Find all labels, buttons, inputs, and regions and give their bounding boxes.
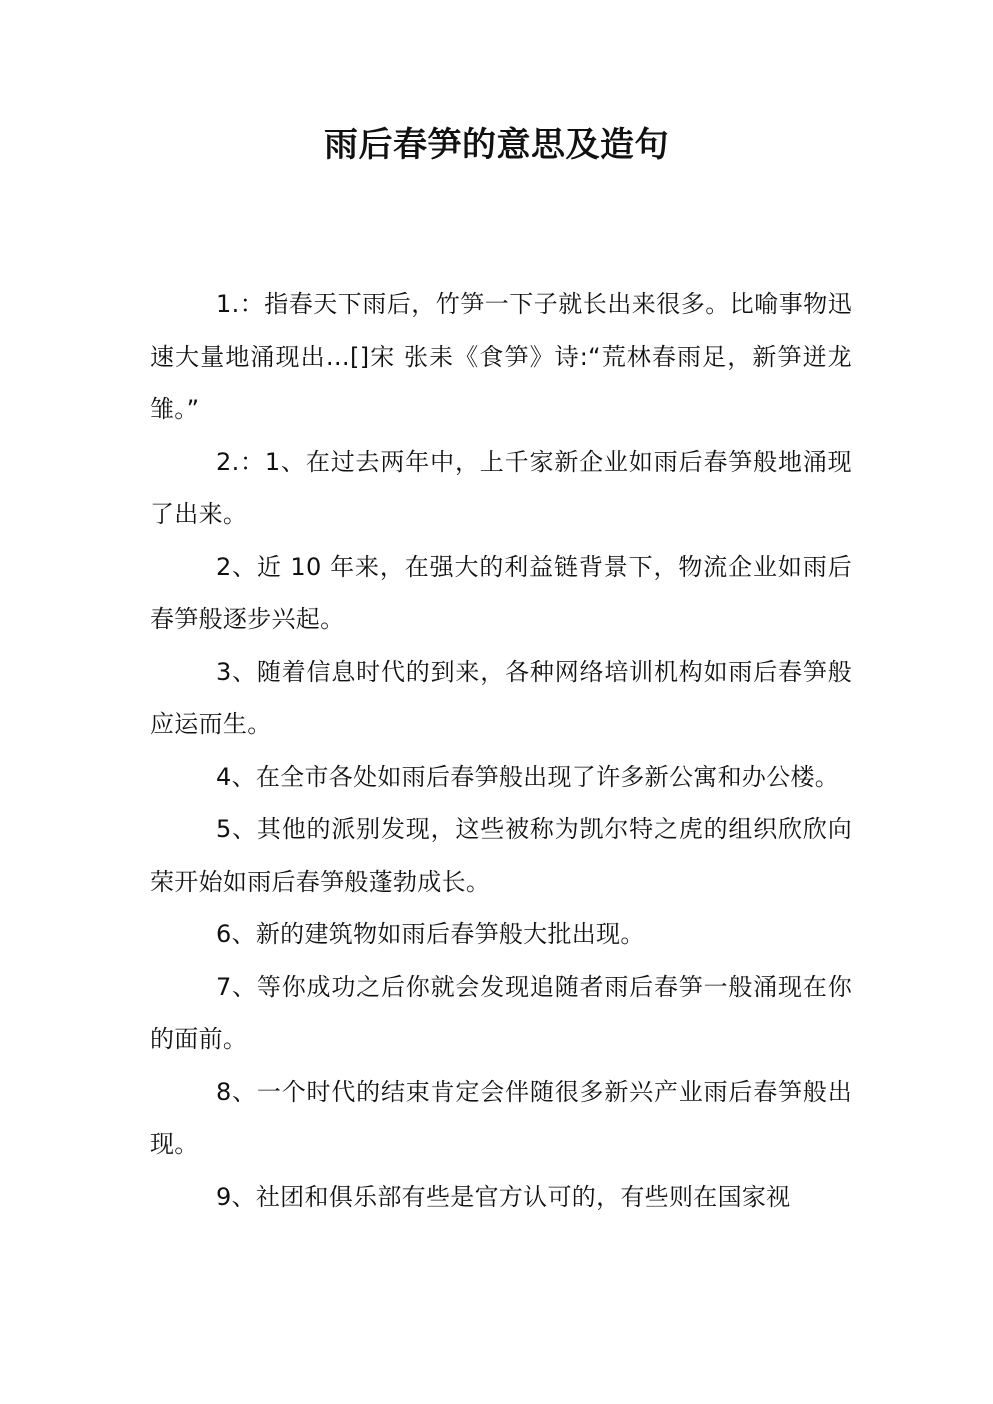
paragraph-example-9: 9、社团和俱乐部有些是官方认可的，有些则在国家视 [216,1182,791,1211]
paragraph-example-1: 2.：1、在过去两年中，上千家新企业如雨后春笋般地涌现了出来。 [150,447,852,528]
paragraph-example-6: 6、新的建筑物如雨后春笋般大批出现。 [216,920,645,948]
paragraph-example-4: 4、在全市各处如雨后春笋般出现了许多新公寓和办公楼。 [216,762,840,791]
document-body [150,278,852,1223]
paragraph-definition: 1.：指春天下雨后，竹笋一下子就长出来很多。比喻事物迅速大量地涌现出…[]宋 张耒《食笋》诗:“荒林春雨足，新笋迸龙雏。” [150,290,852,423]
paragraph-example-3: 3、随着信息时代的到来，各种网络培训机构如雨后春笋般应运而生。 [150,657,852,738]
page-title: 雨后春笋的意思及造句 [324,125,669,165]
paragraph-example-8: 8、一个时代的结束肯定会伴随很多新兴产业雨后春笋般出现。 [150,1077,852,1158]
paragraph-example-7: 7、等你成功之后你就会发现追随者雨后春笋一般涌现在你的面前。 [150,972,852,1053]
paragraph-example-2: 2、近 10 年来，在强大的利益链背景下，物流企业如雨后春笋般逐步兴起。 [150,552,852,633]
paragraph-example-5: 5、其他的派别发现，这些被称为凯尔特之虎的组织欣欣向荣开始如雨后春笋般蓬勃成长。 [150,815,852,896]
